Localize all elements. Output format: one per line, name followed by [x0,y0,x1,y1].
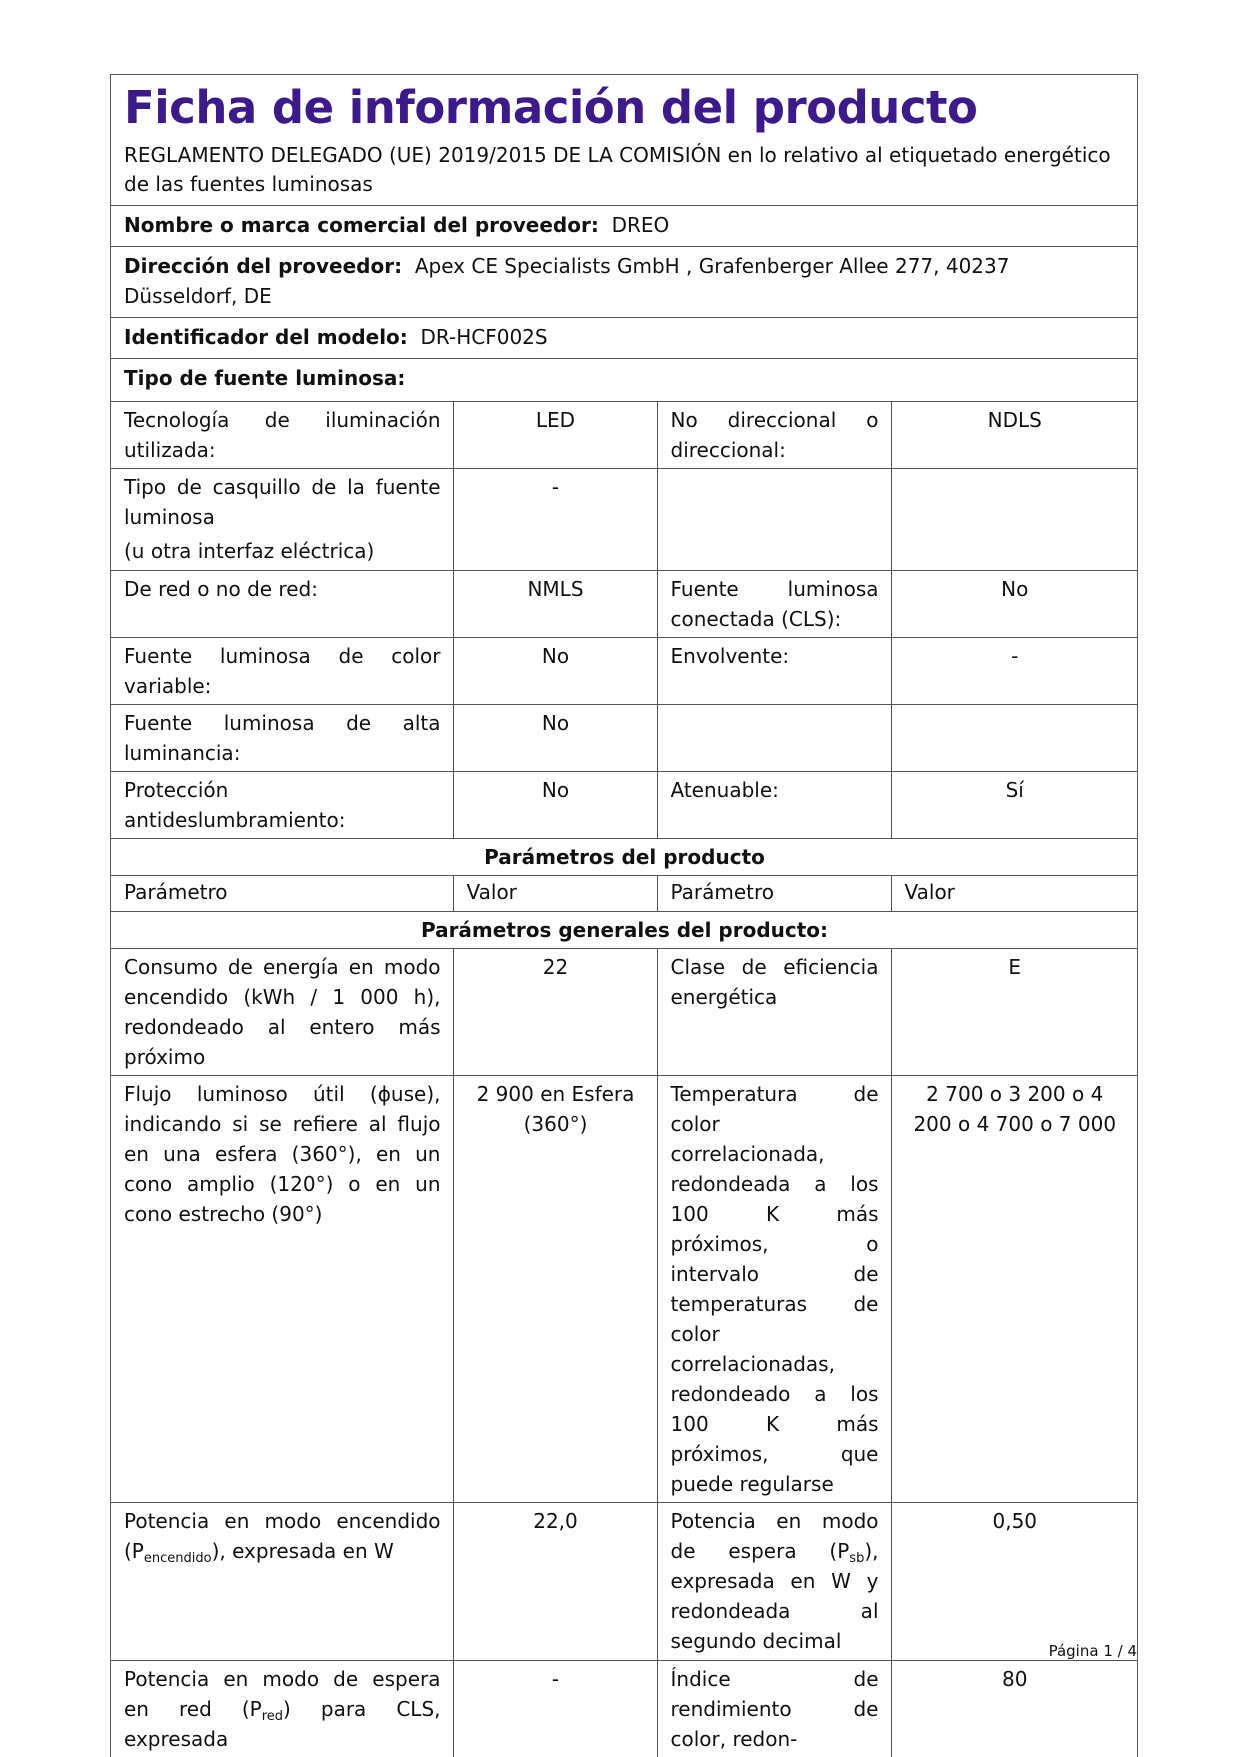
section-title: Parámetros del producto [111,839,1137,876]
networked-standby-label: Potencia en modo de espera en red $(P_{red})$ para CLS, expresada [111,1661,453,1757]
page-number: Página 1 / 4 [1049,1642,1137,1660]
empty-value [891,705,1137,772]
anti-glare-label: Protección antideslumbramiento: [111,772,453,839]
connected-label: Fuente luminosa conectada (CLS): [657,571,891,638]
general-parameters-title: Parámetros generales del producto: [111,912,1137,949]
cap-type-note: (u otra interfaz eléctrica) [124,536,441,566]
supplier-address-label: Dirección del proveedor: [124,254,402,278]
supplier-name-value: DREO [612,213,670,237]
directional-label: No direccional o direccional: [657,402,891,469]
high-luminance-label: Fuente luminosa de alta luminancia: [111,705,453,772]
color-rendering-value: 80 [891,1661,1137,1757]
table-row [111,839,1137,876]
light-source-type-row [111,359,1137,402]
envelope-value: - [891,638,1137,705]
column-header-parameter: Parámetro [111,876,453,912]
color-rendering-label: Índice de rendimiento de color, redon- [657,1661,891,1757]
table-row [111,912,1137,949]
supplier-name-label: Nombre o marca comercial del proveedor: [124,213,599,237]
color-temperature-value: 2 700 o 3 200 o 4 200 o 4 700 o 7 000 [891,1076,1137,1503]
on-mode-power-label: Potencia en modo encendido $(P_{encendido})$, expresada en W [111,1503,453,1661]
technology-label: Tecnología de iluminación utilizada: [111,402,453,469]
luminous-flux-label: Flujo luminoso útil (ϕuse), indicando si se refiere al flujo en una esfera (360°), en un cono amplio (120°) o en un cono estrecho (90°) [111,1076,453,1503]
model-identifier-label: Identificador del modelo: [124,325,408,349]
supplier-address-value: Apex CE Specialists GmbH , Grafenberger Allee 277, 40237 Düsseldorf, DE [124,254,1009,308]
model-identifier-value: DR-HCF002S [421,325,548,349]
color-tunable-value: No [453,638,657,705]
model-identifier-row [111,318,1137,359]
table-row [111,772,1137,839]
energy-consumption-value: 22 [453,949,657,1076]
product-information-sheet [110,74,1138,1757]
anti-glare-value: No [453,772,657,839]
empty-label [657,469,891,571]
table-row [111,402,1137,469]
standby-power-label: Potencia en modo de espera $(P_{sb})$, expresada en W y redondeada al segundo decimal [657,1503,891,1661]
table-row [111,1661,1137,1757]
table-row [111,949,1137,1076]
energy-class-label: Clase de eficiencia energética [657,949,891,1076]
column-header-value: Valor [891,876,1137,912]
light-source-type-label: Tipo de fuente luminosa: [124,366,405,390]
mains-value: NMLS [453,571,657,638]
empty-value [891,469,1137,571]
color-temperature-label: Temperatura de color correlacionada, redondeada a los 100 K más próximos, o intervalo de temperaturas de color correlacionadas, redondeado a los 100 K más próximos, que puede regularse [657,1076,891,1503]
mains-label: De red o no de red: [111,571,453,638]
energy-class-value: E [891,949,1137,1076]
cap-type-value: - [453,469,657,571]
supplier-name-row [111,206,1137,247]
technology-value: LED [453,402,657,469]
table-header-row [111,876,1137,912]
table-row [111,1503,1137,1661]
color-tunable-label: Fuente luminosa de color variable: [111,638,453,705]
luminous-flux-value: 2 900 en Esfera (360°) [453,1076,657,1503]
column-header-value: Valor [453,876,657,912]
table-row [111,638,1137,705]
spec-table [111,402,1137,1757]
high-luminance-value: No [453,705,657,772]
supplier-address-row [111,247,1137,318]
on-mode-power-value: 22,0 [453,1503,657,1661]
energy-consumption-label: Consumo de energía en modo encendido (kWh / 1 000 h), redondeado al entero más próximo [111,949,453,1076]
table-row [111,571,1137,638]
regulation-text: REGLAMENTO DELEGADO (UE) 2019/2015 DE LA COMISIÓN en lo relativo al etiquetado energético de las fuentes luminosas [124,141,1125,199]
header-block [111,75,1137,206]
envelope-label: Envolvente: [657,638,891,705]
column-header-parameter: Parámetro [657,876,891,912]
table-row [111,1076,1137,1503]
table-row [111,705,1137,772]
dimmable-value: Sí [891,772,1137,839]
empty-label [657,705,891,772]
page-title: Ficha de información del producto [124,79,1125,137]
dimmable-label: Atenuable: [657,772,891,839]
table-row [111,469,1137,571]
networked-standby-value: - [453,1661,657,1757]
standby-power-value: 0,50 [891,1503,1137,1661]
connected-value: No [891,571,1137,638]
cap-type-cell [111,469,453,571]
directional-value: NDLS [891,402,1137,469]
cap-type-label: Tipo de casquillo de la fuente luminosa [124,472,441,532]
